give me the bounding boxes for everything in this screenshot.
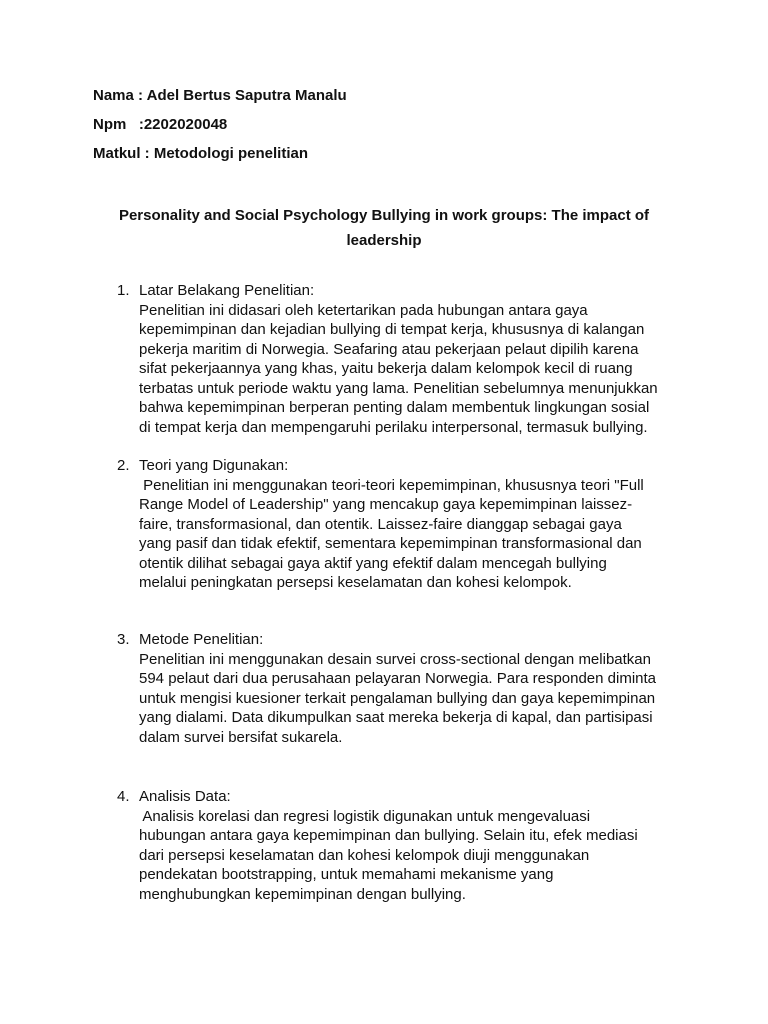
section-body: Analisis korelasi dan regresi logistik digunakan untuk mengevaluasi hubungan antara gaya kepemimpinan dan bullying. Selain itu, efek mediasi dari persepsi keselamatan dan kohesi kelompok diuji menggunakan pendekatan bootstrapping, untuk memahami mekanisme yang menghubungkan kepemimpinan dengan bullying. <box>139 807 638 903</box>
student-npm: Npm :2202020048 <box>93 116 228 133</box>
section-number: 4. <box>117 788 130 805</box>
section-number: 1. <box>117 282 130 299</box>
student-name: Nama : Adel Bertus Saputra Manalu <box>93 87 347 104</box>
section-number: 3. <box>117 631 130 648</box>
document-title: Personality and Social Psychology Bullying in work groups: The impact of leadership <box>118 207 650 249</box>
section-heading: Metode Penelitian: <box>139 631 264 648</box>
section-heading: Analisis Data: <box>139 788 231 805</box>
section-number: 2. <box>117 457 130 474</box>
section-heading: Teori yang Digunakan: <box>139 457 289 474</box>
section-body: Penelitian ini menggunakan teori-teori kepemimpinan, khususnya teori "Full Range Model of Leadership" yang mencakup gaya kepemimpinan laissez- faire, transformasional, dan otentik. Laissez-faire dianggap sebagai gaya yang pasif dan tidak efektif, sementara kepemimpinan transformasional dan otentik dilihat sebagai gaya aktif yang efektif dalam mencegah bullying melalui peningkatan persepsi keselamatan dan kohesi kelompok. <box>139 476 644 591</box>
course-name: Matkul : Metodologi penelitian <box>93 145 308 162</box>
section-body: Penelitian ini didasari oleh ketertarikan pada hubungan antara gaya kepemimpinan dan kejadian bullying di tempat kerja, khususnya di kalangan pekerja maritim di Norwegia. Seafaring atau pekerjaan pelaut dipilih karena sifat pekerjaannya yang khas, yaitu bekerja dalam kelompok kecil di ruang terbatas untuk periode waktu yang lama. Penelitian sebelumnya menunjukkan bahwa kepemimpinan berperan penting dalam membentuk lingkungan sosial di tempat kerja dan mempengaruhi perilaku interpersonal, termasuk bullying. <box>139 301 658 436</box>
section-heading: Latar Belakang Penelitian: <box>139 282 315 299</box>
section-body: Penelitian ini menggunakan desain survei cross-sectional dengan melibatkan 594 pelaut dari dua perusahaan pelayaran Norwegia. Para responden diminta untuk mengisi kuesioner terkait pengalaman bullying dan gaya kepemimpinan yang dialami. Data dikumpulkan saat mereka bekerja di kapal, dan partisipasi dalam survei bersifat sukarela. <box>139 650 657 746</box>
